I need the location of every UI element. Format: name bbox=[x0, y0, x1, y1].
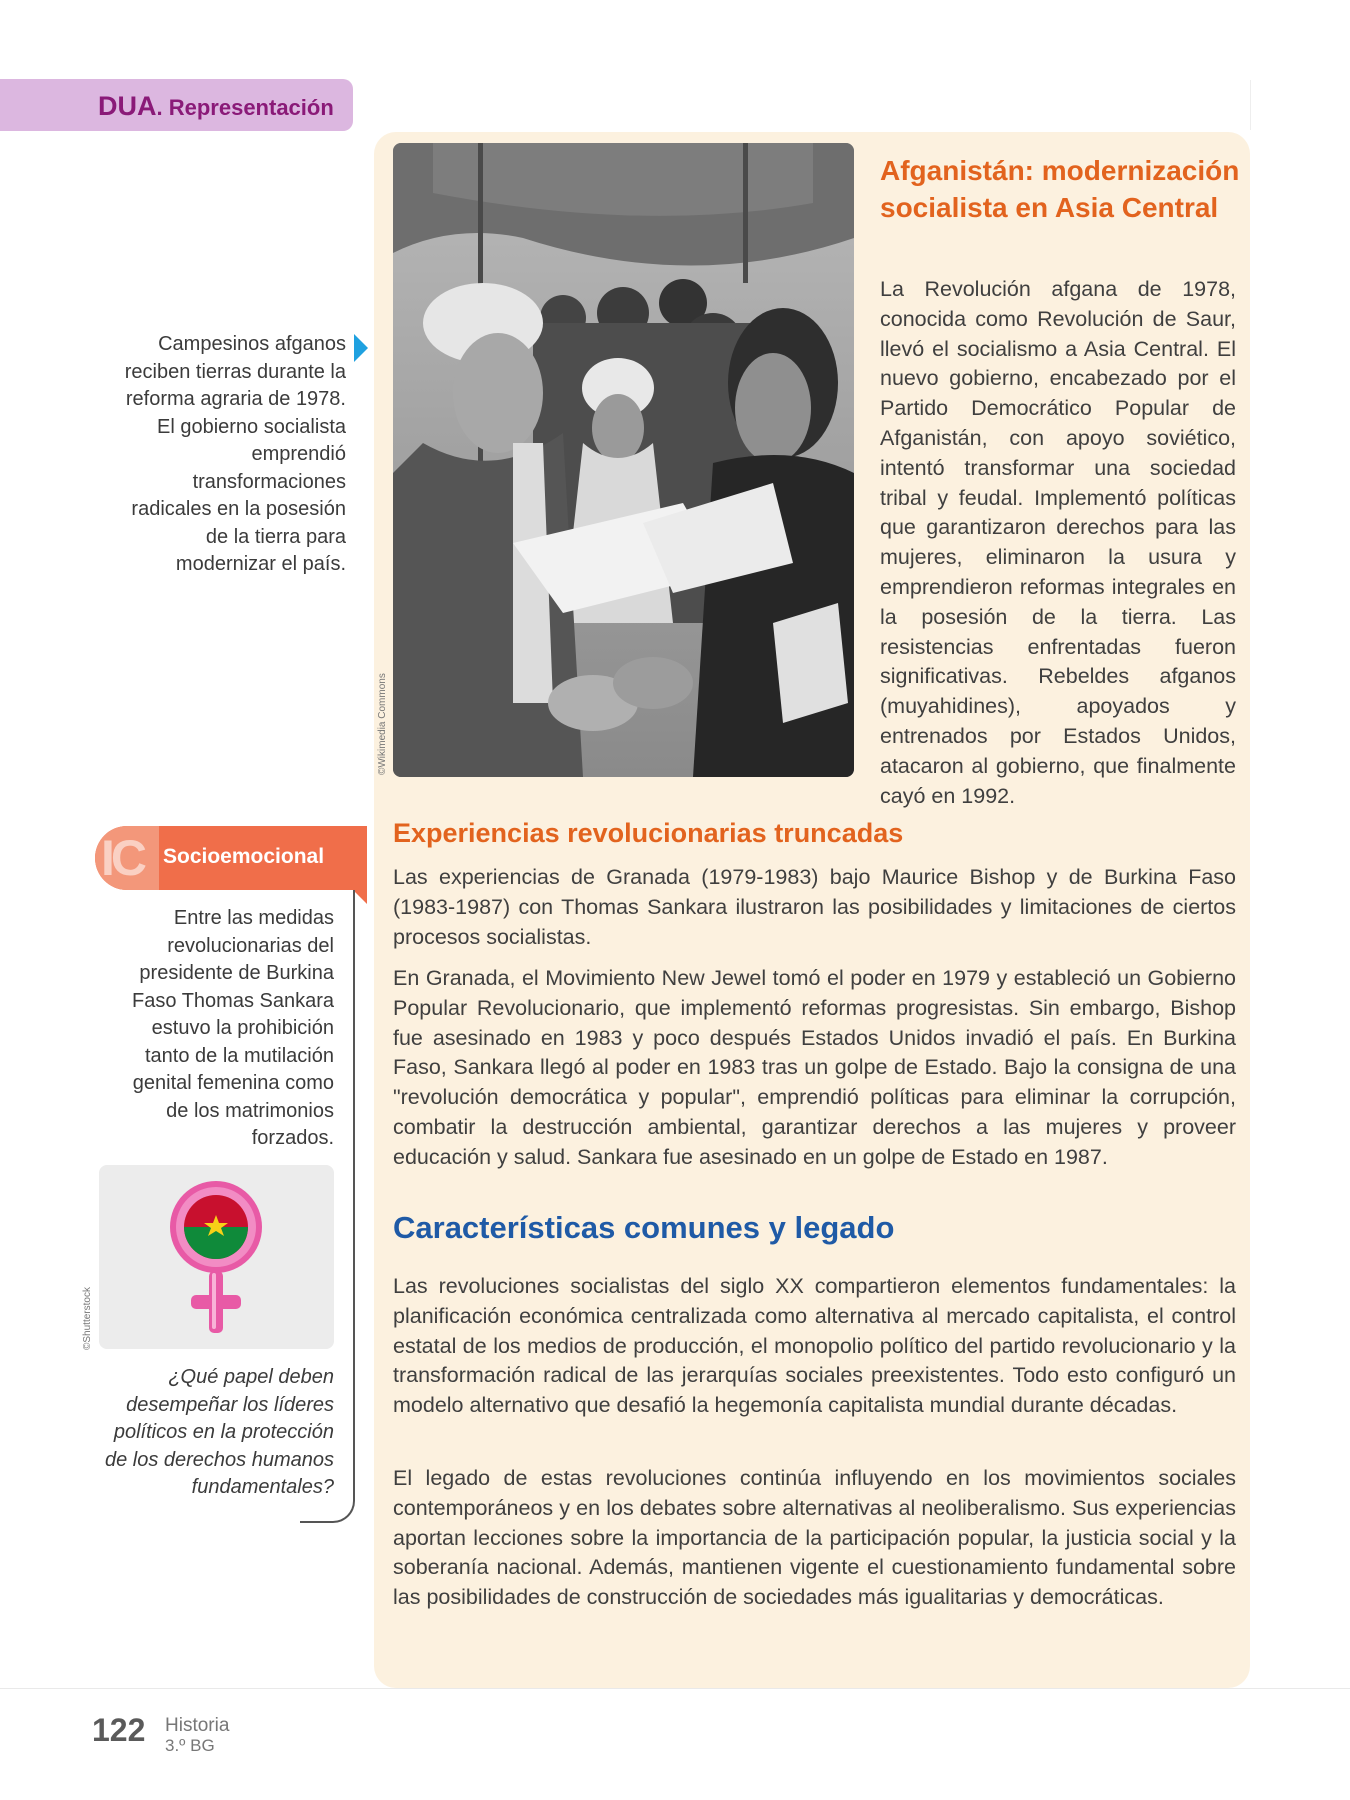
dua-label-bold: DUA bbox=[98, 91, 157, 121]
photo-illustration bbox=[393, 143, 854, 777]
photo-credit: ©Wikimedia Commons bbox=[377, 673, 388, 775]
top-rule bbox=[1250, 80, 1251, 130]
page-number: 122 bbox=[92, 1712, 146, 1748]
photo-caption: Campesinos afganos reciben tierras durante la reforma agraria de 1978. El gobierno socialista emprendió transformaciones radicales en la posesión de la tierra para modernizar el país. bbox=[124, 333, 346, 575]
afganistan-heading: Afganistán: modernización socialista en Asia Central bbox=[880, 155, 1240, 223]
caracteristicas-heading: Características comunes y legado bbox=[393, 1210, 895, 1245]
caption-arrow-icon bbox=[354, 334, 368, 362]
socioemocional-label: Socioemocional bbox=[163, 845, 325, 868]
dua-label-rest: . Representación bbox=[156, 95, 334, 120]
venus-symbol-image bbox=[99, 1165, 334, 1349]
footer-grade: 3.º BG bbox=[165, 1736, 215, 1755]
caracteristicas-paragraph-1: Las revoluciones socialistas del siglo XX compartieron elementos fundamentales: la planificación económica centralizada como alternativa al mercado capitalista, el control estatal de los medios de producción, el monopolio político del partido revolucionario y la transformación radical de las jerarquías sociales preexistentes. Todo esto configuró un modelo alternativo que desafió la hegemonía capitalista mundial durante décadas. bbox=[393, 1274, 1236, 1418]
dua-label bbox=[98, 91, 334, 122]
venus-image-credit: ©Shutterstock bbox=[82, 1287, 93, 1350]
experiencias-heading: Experiencias revolucionarias truncadas bbox=[393, 818, 904, 848]
footer-subject: Historia bbox=[165, 1715, 230, 1736]
afghan-farmers-photo bbox=[393, 143, 854, 777]
venus-symbol-icon bbox=[99, 1165, 334, 1349]
experiencias-paragraph-1: Las experiencias de Granada (1979-1983) bajo Maurice Bishop y de Burkina Faso (1983-1987) con Thomas Sankara ilustraron las posibilidades y limitaciones de ciertos procesos socialistas. bbox=[393, 865, 1236, 949]
ic-logo-icon bbox=[95, 826, 159, 890]
socioemocional-text: Entre las medidas revolucionarias del presidente de Burkina Faso Thomas Sankara estuvo la prohibición tanto de la mutilación genital femenina como de los matrimonios forzados. bbox=[132, 907, 334, 1149]
socio-corner bbox=[353, 890, 367, 904]
reflection-question: ¿Qué papel deben desempeñar los líderes políticos en la protección de los derechos humanos fundamentales? bbox=[104, 1366, 334, 1498]
afganistan-text: La Revolución afgana de 1978, conocida como Revolución de Saur, llevó el socialismo a Asia Central. El nuevo gobierno, encabezado por el Partido Democrático Popular de Afganistán, con apoyo soviético, intentó transformar una sociedad tribal y feudal. Implementó políticas que garantizaron derechos para las mujeres, eliminaron la usura y emprendieron reformas integrales en la posesión de la tierra. Las resistencias enfrentadas fueron significativas. Rebeldes afganos (muyahidines), apoyados y entrenados por Estados Unidos, atacaron al gobierno, que finalmente cayó en 1992. bbox=[880, 277, 1236, 808]
dua-tab bbox=[0, 79, 353, 131]
socioemocional-tab bbox=[95, 826, 367, 890]
ic-logo-text: IC bbox=[101, 830, 143, 886]
experiencias-paragraph-2: En Granada, el Movimiento New Jewel tomó el poder en 1979 y estableció un Gobierno Popular Revolucionario, que implementó reformas progresistas. Sin embargo, Bishop fue asesinado en 1983 y poco después Estados Unidos invadió el país. En Burkina Faso, Sankara llegó al poder en 1983 tras un golpe de Estado. Bajo la consigna de una "revolución democrática y popular", emprendió políticas para eliminar la corrupción, combatir la destrucción ambiental, garantizar derechos a las mujeres y proveer educación y salud. Sankara fue asesinado en un golpe de Estado en 1987. bbox=[393, 966, 1236, 1169]
caracteristicas-paragraph-2: El legado de estas revoluciones continúa influyendo en los movimientos sociales contemporáneos y en los debates sobre alternativas al neoliberalismo. Sus experiencias aportan lecciones sobre la importancia de la participación popular, la justicia social y la soberanía nacional. Además, mantienen vigente el cuestionamiento fundamental sobre las posibilidades de construcción de sociedades más igualitarias y democráticas. bbox=[393, 1466, 1236, 1610]
footer-divider bbox=[0, 1688, 1350, 1689]
